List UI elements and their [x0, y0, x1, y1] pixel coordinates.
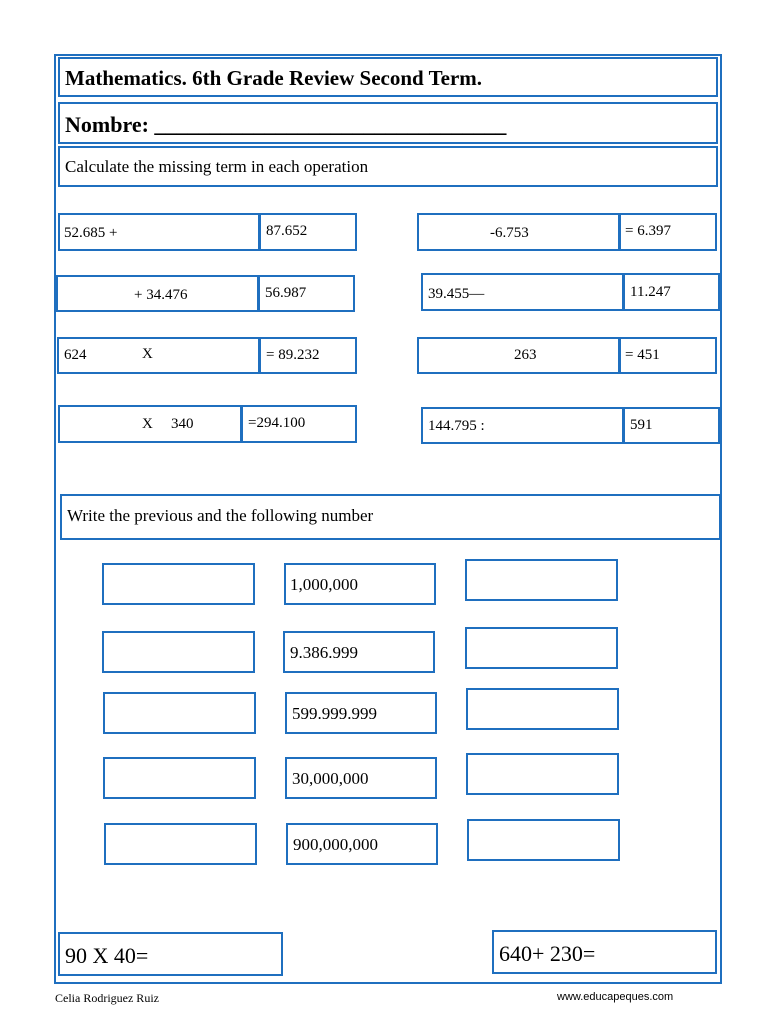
operation-result: = 451	[625, 347, 660, 363]
following-number-box[interactable]	[467, 819, 620, 861]
bottom-operation-box[interactable]	[492, 930, 717, 974]
bottom-operation-box[interactable]	[58, 932, 283, 976]
number-box	[285, 692, 437, 734]
operation-term: 52.685 +	[64, 225, 118, 241]
operation-result: = 89.232	[266, 347, 320, 363]
bottom-operation-right: 640+ 230=	[499, 941, 596, 966]
given-number: 30,000,000	[292, 769, 369, 788]
operation-term: 624	[64, 347, 87, 363]
operation-result: 87.652	[266, 223, 308, 239]
operation-term-box[interactable]	[421, 273, 624, 311]
number-box	[286, 823, 438, 865]
operation-result-box[interactable]	[259, 337, 357, 374]
operation-term: 39.455—	[428, 286, 485, 302]
operation-result-box[interactable]	[619, 213, 717, 251]
operation-term-box[interactable]	[57, 337, 260, 374]
operation-term: + 34.476	[134, 287, 188, 303]
following-number-box[interactable]	[466, 753, 619, 795]
footer-author: Celia Rodriguez Ruiz	[55, 991, 159, 1005]
previous-number-box[interactable]	[103, 692, 256, 734]
operation-sign: X	[142, 416, 153, 432]
footer-site[interactable]: www.educapeques.com	[557, 991, 674, 1003]
operation-result-box[interactable]	[258, 275, 355, 312]
number-box	[285, 757, 437, 799]
operation-result-box[interactable]	[241, 405, 357, 443]
given-number: 1,000,000	[290, 575, 358, 594]
operation-sign: X	[142, 346, 153, 362]
operation-result-box[interactable]	[623, 407, 720, 444]
name-label: Nombre: ________________________________	[65, 112, 507, 137]
name-box	[58, 102, 718, 144]
operation-result-box[interactable]	[619, 337, 717, 374]
operation-result: 11.247	[630, 284, 671, 300]
given-number: 9.386.999	[290, 643, 358, 662]
operation-term: 144.795 :	[428, 418, 485, 434]
operation-term: 263	[514, 347, 537, 363]
previous-number-box[interactable]	[102, 631, 255, 673]
operation-term: -6.753	[490, 225, 529, 241]
bottom-operation-left: 90 X 40=	[65, 943, 149, 968]
operation-term-box[interactable]	[421, 407, 624, 444]
operation-result: 591	[630, 417, 653, 433]
operation-result-box[interactable]	[623, 273, 720, 311]
page-title: Mathematics. 6th Grade Review Second Term.	[65, 66, 483, 90]
number-box	[283, 631, 435, 673]
following-number-box[interactable]	[465, 559, 618, 601]
title-box	[58, 57, 718, 97]
following-number-box[interactable]	[465, 627, 618, 669]
previous-number-box[interactable]	[102, 563, 255, 605]
operation-result: =294.100	[248, 415, 306, 431]
previous-number-box[interactable]	[104, 823, 257, 865]
following-number-box[interactable]	[466, 688, 619, 730]
operation-result-box[interactable]	[259, 213, 357, 251]
operation-term-box[interactable]	[56, 275, 259, 312]
instruction-box-2	[60, 494, 721, 540]
operation-term: 340	[171, 416, 194, 432]
instruction-text-1: Calculate the missing term in each operation	[65, 157, 369, 176]
operation-term-box[interactable]	[417, 213, 620, 251]
previous-number-box[interactable]	[103, 757, 256, 799]
operation-result: 56.987	[265, 285, 307, 301]
operation-result: = 6.397	[625, 223, 671, 239]
instruction-box-1	[58, 146, 718, 187]
instruction-text-2: Write the previous and the following number	[67, 506, 374, 525]
operation-term-box[interactable]	[58, 405, 242, 443]
number-box	[284, 563, 436, 605]
given-number: 599.999.999	[292, 704, 377, 723]
operation-term-box[interactable]	[417, 337, 620, 374]
operation-term-box[interactable]	[58, 213, 260, 251]
given-number: 900,000,000	[293, 835, 378, 854]
